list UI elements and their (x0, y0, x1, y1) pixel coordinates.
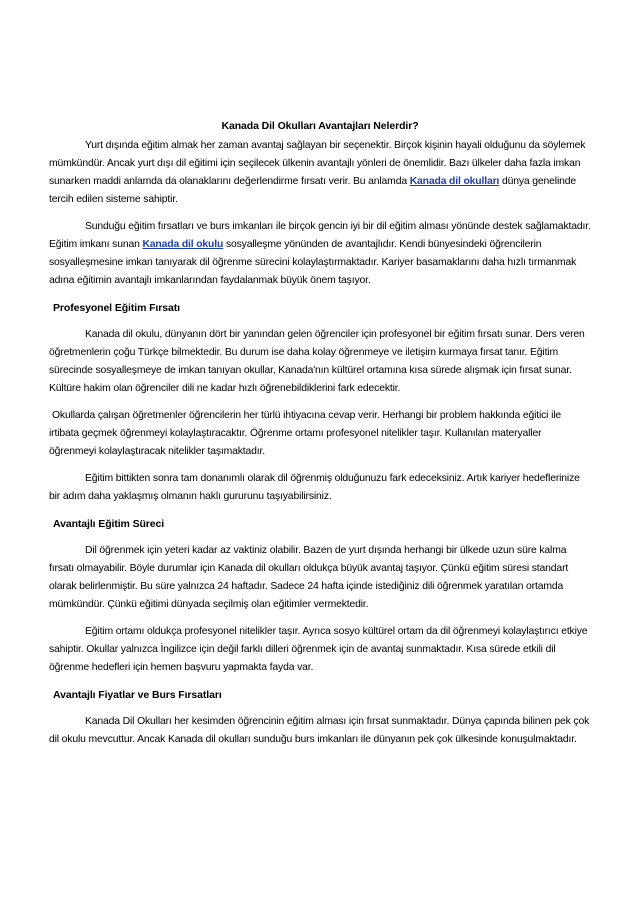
link-kanada-dil-okulu[interactable]: Kanada dil okulu (142, 239, 224, 250)
paragraph-opportunities-text-after: sosyalleşme yönünden de avantajlıdır. Kendi bünyesindeki öğrencilerin sosyalleşmesine imkan tanıyarak dil öğrenme sürecini kolaylaştırmaktadır. Kariyer basamaklarını daha hızlı tırmanmak adına eğitimin avantajlı imkanlarından faydalanmak büyük önem taşıyor. (49, 239, 577, 286)
heading-profesyonel-egitim: Profesyonel Eğitim Fırsatı (53, 302, 180, 314)
paragraph-scholarships: Kanada Dil Okulları her kesimden öğrencinin eğitim alması için fırsat sunmaktadır. Dünya çapında bilinen pek çok dil okulu mevcuttur. Ancak Kanada dil okulları sunduğu burs imkanları ile dünyanın pek çok ülkesinde konuşulmaktadır. (49, 716, 590, 745)
paragraph-intro-text-after: dünya genelinde tercih edilen sisteme sahiptir. (49, 176, 576, 205)
paragraph-duration: Dil öğrenmek için yeteri kadar az vaktiniz olabilir. Bazen de yurt dışında herhangi bir ülkede uzun süre kalma fırsatı olmayabilir. Böyle durumlar için Kanada dil okulları oldukça büyük avantaj taşıyor. Çünkü eğitim süresi standart olarak belirlenmiştir. Bu süre yalnızca 24 haftadır. Sadece 24 hafta içinde istediğiniz dili öğrenmek yaratılan ortamda mümkündür. Çünkü eğitimi dünyada seçilmiş olan eğitimler vermektedir. (49, 545, 569, 610)
heading-avantajli-egitim-sureci: Avantajlı Eğitim Süreci (53, 518, 165, 530)
link-kanada-dil-okullari[interactable]: Kanada dil okulları (409, 176, 500, 187)
paragraph-intro (49, 137, 591, 209)
paragraph-career: Eğitim bittikten sonra tam donanımlı olarak dil öğrenmiş olduğunuzu fark edeceksiniz. Artık kariyer hedeflerinize bir adım daha yaklaşmış olmanın haklı gururunu taşıyabilirsiniz. (49, 473, 580, 502)
document-page (49, 119, 591, 758)
paragraph-opportunities-text-before: Sunduğu eğitim fırsatları ve burs imkanları ile birçok gencin iyi bir dil eğitim alması yönünde destek sağlamaktadır. Eğitim imkanı sunan (49, 221, 591, 250)
document-title: Kanada Dil Okulları Avantajları Nelerdir? (221, 120, 419, 132)
paragraph-opportunities (49, 218, 591, 290)
paragraph-environment: Eğitim ortamı oldukça profesyonel nitelikler taşır. Ayrıca sosyo kültürel ortam da dil öğrenmeyi kolaylaştırıcı etkiye sahiptir. Okullar yalnızca İngilizce için değil farklı dilleri öğrenmek için de avantaj sunmaktadır. Kısa sürede etkili dil öğrenme hedefleri için hemen başvuru yapmakta fayda var. (49, 626, 588, 673)
paragraph-intro-text-before: Yurt dışında eğitim almak her zaman avantaj sağlayan bir seçenektir. Birçok kişinin hayali olduğunu da söylemek mümkündür. Ancak yurt dışı dil eğitimi için seçilecek ülkenin avantajlı yönleri de önemlidir. Bazı ülkeler daha fazla imkan sunarken maddi anlamda da olanaklarını değerlendirme fırsatı verir. Bu anlamda (49, 140, 586, 187)
paragraph-teachers: Okullarda çalışan öğretmenler öğrencilerin her türlü ihtiyacına cevap verir. Herhangi bir problem hakkında eğitici ile irtibata geçmek öğrenmeyi kolaylaştıracaktır. Öğrenme ortamı profesyonel nitelikler taşır. Kullanılan materyaller öğrenmeyi kolaylaştıracak nitelikler taşımaktadır. (49, 410, 562, 457)
heading-fiyatlar-burs: Avantajlı Fiyatlar ve Burs Fırsatları (53, 689, 222, 701)
paragraph-professional-education: Kanada dil okulu, dünyanın dört bir yanından gelen öğrenciler için profesyonel bir eğitim fırsatı sunar. Ders veren öğretmenlerin çoğu Türkçe bilmektedir. Bu durum ise daha kolay öğrenmeye ve iletişim kurmaya fırsat tanır. Eğitim sürecinde sosyalleşmeye de imkan tanıyan okullar, Kanada'nın kültürel ortamına kısa sürede alışmak için fırsat sunar. Kültüre hakim olan öğrenciler dili ne kadar hızlı öğrenebildiklerini fark edecektir. (49, 329, 585, 394)
